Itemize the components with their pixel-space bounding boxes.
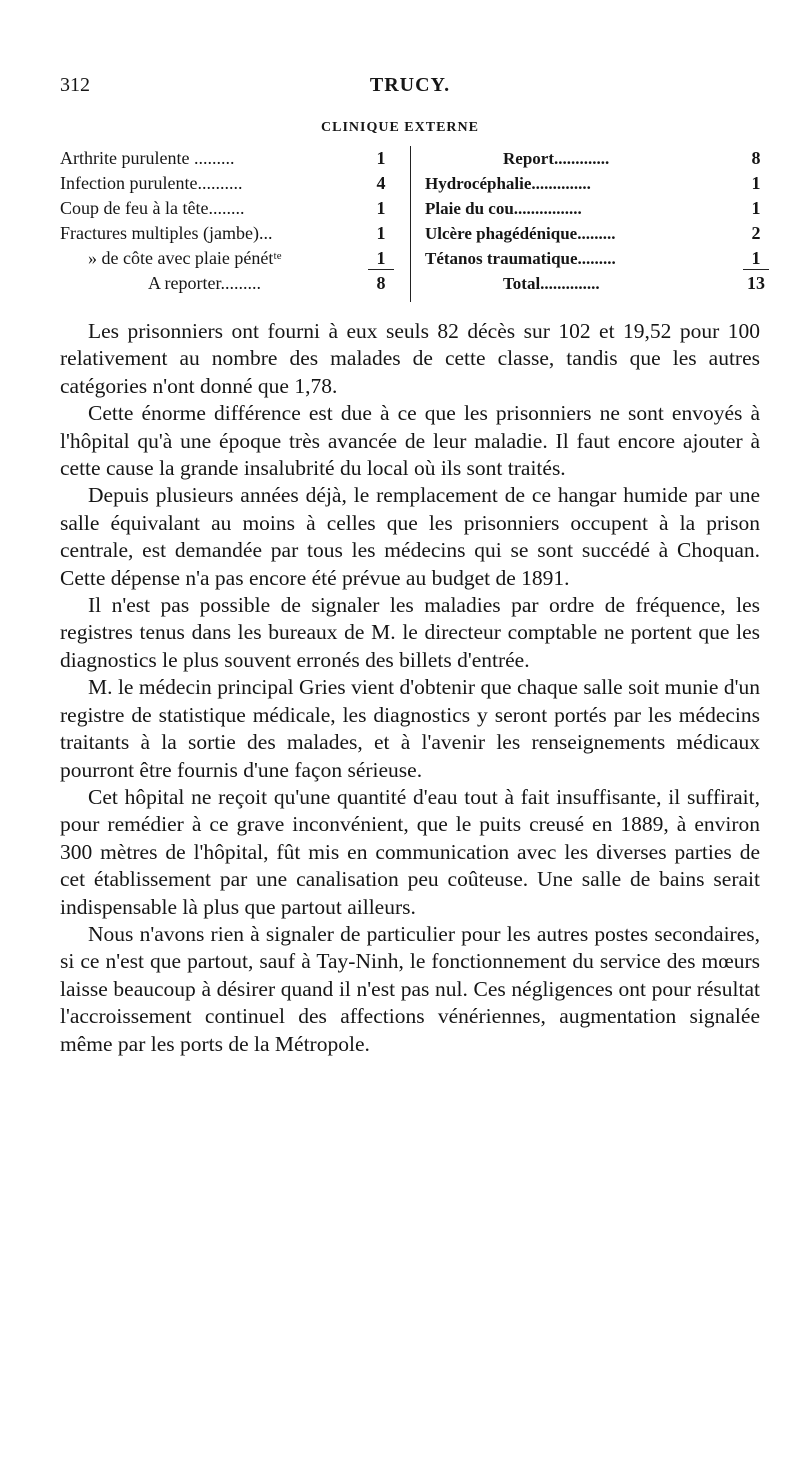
row-label: Total.............. (503, 274, 600, 293)
column-divider (410, 146, 411, 302)
table-row (425, 246, 765, 271)
row-label: A reporter......... (148, 273, 261, 293)
row-label: Plaie du cou................ (425, 199, 582, 218)
page-number: 312 (60, 74, 90, 96)
section-title: CLINIQUE EXTERNE (321, 120, 479, 135)
table-row (60, 221, 390, 246)
table-row (60, 246, 390, 271)
row-value: 1 (751, 173, 761, 193)
paragraph: M. le médecin principal Gries vient d'obtenir que chaque salle soit munie d'un registre de statistique médicale, les diagnostics y seront portés par les médecins traitants à la sortie des malades, et à l'avenir les renseignements médicaux pourront être fournis d'une façon sérieuse. (60, 675, 760, 782)
table-row (425, 171, 765, 196)
left-column (60, 146, 390, 296)
page-header (60, 74, 760, 100)
right-column (425, 146, 765, 296)
row-label: Ulcère phagédénique......... (425, 224, 616, 243)
paragraph: Les prisonniers ont fourni à eux seuls 82 décès sur 102 et 19,52 pour 100 relativement au nombre des malades de cette classe, tandis que les autres catégories n'ont donné que 1,78. (60, 319, 760, 398)
row-label: » de côte avec plaie pénétᵗᵉ (88, 248, 282, 268)
row-value: 2 (751, 223, 761, 243)
paragraph: Nous n'avons rien à signaler de particulier pour les autres postes secondaires, si ce n'est que partout, sauf à Tay-Ninh, le fonctionnement du service des mœurs laisse beaucoup à désirer quand il n'est pas nul. Ces négligences ont pour résultat l'accroissement continuel des affections vénériennes, augmentation signalée même par les ports de la Métropole. (60, 921, 760, 1056)
row-value: 4 (376, 173, 386, 193)
running-title: TRUCY. (369, 74, 451, 96)
row-value: 8 (372, 271, 390, 296)
body-text (60, 318, 760, 1058)
table-row (60, 196, 390, 221)
paragraph: Depuis plusieurs années déjà, le remplacement de ce hangar humide par une salle équivalant au moins à celles que les prisonniers occupent à la prison centrale, est demandée par tous les médecins qui se sont succédé à Choquan. Cette dépense n'a pas encore été prévue au budget de 1891. (60, 483, 760, 590)
table-row (60, 171, 390, 196)
table-row (60, 146, 390, 171)
paragraph: Cette énorme différence est due à ce que les prisonniers ne sont envoyés à l'hôpital qu'à une époque très avancée de leur maladie. Il faut encore ajouter à cette cause la grande insalubrité du local où ils sont traités. (60, 401, 760, 481)
table-row (425, 146, 765, 171)
row-label: Report............. (503, 149, 610, 168)
row-label: Hydrocéphalie.............. (425, 174, 591, 193)
table-row (425, 196, 765, 221)
row-value: 8 (751, 148, 761, 168)
table-row (425, 221, 765, 246)
row-label: Arthrite purulente ......... (60, 148, 235, 168)
statistics-table (60, 146, 765, 306)
row-value: 1 (376, 148, 386, 168)
row-label: Tétanos traumatique......... (425, 249, 616, 268)
subtotal-row (60, 271, 390, 296)
paragraph: Il n'est pas possible de signaler les maladies par ordre de fréquence, les registres tenus dans les bureaux de M. le directeur comptable ne portent que les diagnostics le plus souvent erronés des billets d'entrée. (60, 593, 760, 672)
row-value: 1 (751, 198, 761, 218)
row-value: 1 (376, 198, 386, 218)
paragraph: Cet hôpital ne reçoit qu'une quantité d'eau tout à fait insuffisante, il suffirait, pour remédier à ce grave inconvénient, que le puits creusé en 1889, à environ 300 mètres de l'hôpital, fût mis en communication avec les diverses parties de cet établissement par une canalisation peu coûteuse. Une salle de bains serait indispensable là plus que partout ailleurs. (60, 784, 760, 919)
row-value: 13 (747, 271, 765, 296)
row-value: 1 (751, 248, 761, 268)
row-label: Infection purulente.......... (60, 173, 243, 193)
total-row (425, 271, 765, 296)
row-label: Fractures multiples (jambe)... (60, 223, 273, 243)
row-label: Coup de feu à la tête........ (60, 198, 245, 218)
row-value: 1 (376, 223, 386, 243)
row-value: 1 (376, 248, 386, 268)
